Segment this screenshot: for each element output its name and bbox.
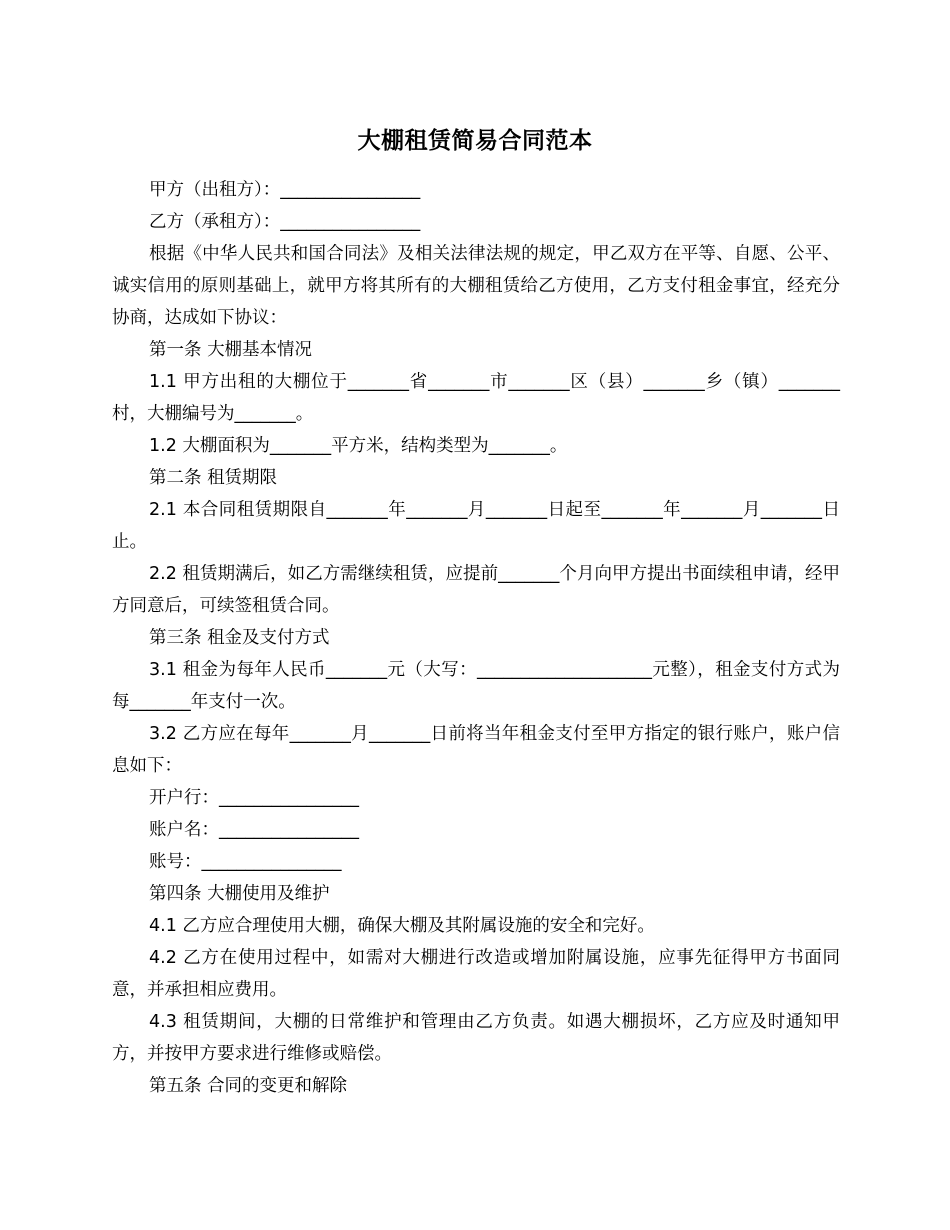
party-b-line: 乙方（承租方）：________________ bbox=[149, 212, 421, 232]
party-a-line: 甲方（出租方）：________________ bbox=[149, 180, 421, 200]
article-4-heading: 第四条 大棚使用及维护 bbox=[149, 884, 330, 904]
clause-4-1: 4.1 乙方应合理使用大棚，确保大棚及其附属设施的安全和完好。 bbox=[149, 916, 655, 936]
clause-3-2: 3.2 乙方应在每年_______月_______日前将当年租金支付至甲方指定的银行账户，账户信息如下： bbox=[112, 724, 840, 776]
article-2-heading: 第二条 租赁期限 bbox=[149, 468, 278, 488]
clause-4-3: 4.3 租赁期间，大棚的日常维护和管理由乙方负责。如遇大棚损坏，乙方应及时通知甲方，并按甲方要求进行维修或赔偿。 bbox=[112, 1012, 840, 1064]
clause-1-1: 1.1 甲方出租的大棚位于_______省_______市_______区（县）_______乡（镇）_______村，大棚编号为_______。 bbox=[112, 372, 840, 424]
account-number-line: 账号：________________ bbox=[149, 852, 342, 872]
document-title: 大棚租赁简易合同范本 bbox=[357, 128, 593, 154]
clause-3-1: 3.1 租金为每年人民币_______元（大写：____________________元整），租金支付方式为每_______年支付一次。 bbox=[112, 660, 840, 712]
clause-2-1: 2.1 本合同租赁期限自_______年_______月_______日起至_______年_______月_______日止。 bbox=[112, 500, 840, 552]
article-5-heading: 第五条 合同的变更和解除 bbox=[149, 1076, 348, 1096]
article-1-heading: 第一条 大棚基本情况 bbox=[149, 340, 313, 360]
clause-2-2: 2.2 租赁期满后，如乙方需继续租赁，应提前_______个月向甲方提出书面续租申请，经甲方同意后，可续签租赁合同。 bbox=[112, 564, 840, 616]
bank-name-line: 开户行：________________ bbox=[149, 788, 359, 808]
account-name-line: 账户名：________________ bbox=[149, 820, 359, 840]
clause-1-2: 1.2 大棚面积为_______平方米，结构类型为_______。 bbox=[149, 436, 568, 456]
article-3-heading: 第三条 租金及支付方式 bbox=[149, 628, 330, 648]
document-body bbox=[112, 174, 840, 1102]
preamble-paragraph: 根据《中华人民共和国合同法》及相关法律法规的规定，甲乙双方在平等、自愿、公平、诚实信用的原则基础上，就甲方将其所有的大棚租赁给乙方使用，乙方支付租金事宜，经充分协商，达成如下协议： bbox=[112, 244, 840, 328]
clause-4-2: 4.2 乙方在使用过程中，如需对大棚进行改造或增加附属设施，应事先征得甲方书面同意，并承担相应费用。 bbox=[112, 948, 840, 1000]
